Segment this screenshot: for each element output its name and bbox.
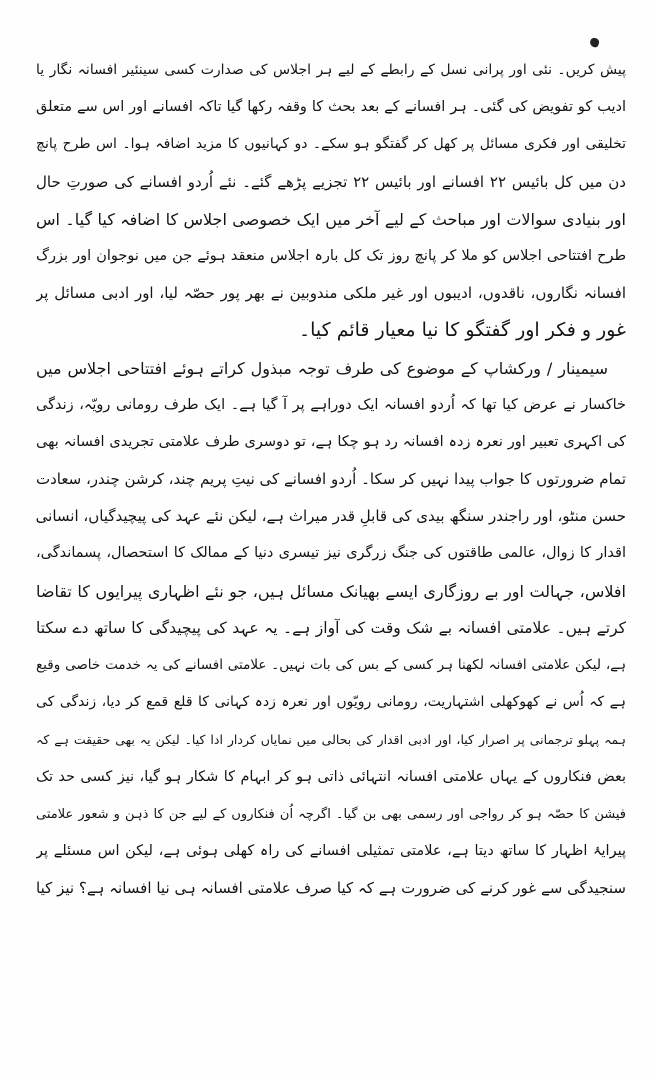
body-text	[36, 52, 626, 1062]
paragraph-start-line: سیمینار / ورکشاپ کے موضوع کی طرف توجہ مبذول کراتے ہوئے افتتاحی اجلاس میں	[36, 358, 608, 378]
ink-mark	[589, 37, 601, 49]
text-line: دن میں کل بائیس ۲۲ افسانے اور بائیس ۲۲ تجزیے پڑھے گئے۔ نئے اُردو افسانے کی صورتِ حال	[36, 172, 626, 191]
text-line: ہے کہ اُس نے کھوکھلی اشتہاریت، رومانی رویّوں اور نعرہ زدہ کہانی کا قلع قمع کر دیا، زندگی کی	[36, 694, 626, 711]
text-line: بعض فنکاروں کے یہاں علامتی افسانہ انتہائی ذاتی ہو کر ابہام کا شکار ہو گیا، نیز کسی حد تک	[36, 768, 626, 785]
text-line: پیش کریں۔ نئی اور پرانی نسل کے رابطے کے لیے ہر اجلاس کی صدارت کسی سینئیر افسانہ نگار یا	[36, 62, 626, 78]
text-line: تمام ضرورتوں کا جواب پیدا نہیں کر سکا۔ اُردو افسانے کی نیتِ پریم چند، کرشن چندر، سعادت	[36, 470, 626, 489]
text-line: پیرایۂ اظہار کا ساتھ دیتا ہے، علامتی تمثیلی افسانے کی راہ کھلی ہوئی ہے، لیکن اس مسئلے پر	[36, 842, 626, 859]
text-line: کرتے ہیں۔ علامتی افسانہ بے شک وقت کی آواز ہے۔ یہ عہد کی پیچیدگی کا ساتھ دے سکتا	[36, 618, 626, 637]
text-line: ہمہ پہلو ترجمانی پر اصرار کیا، اور ادبی اقدار کی بحالی میں نمایاں کردار ادا کیا۔ لیکن یہ بھی حقیقت ہے کہ	[36, 732, 626, 748]
text-line: ادیب کو تفویض کی گئی۔ ہر افسانے کے بعد بحث کا وقفہ رکھا گیا تاکہ افسانے اور اس سے متعلق	[36, 99, 626, 116]
text-line: کی اکہری تعبیر اور نعرہ زدہ افسانہ رد ہو چکا ہے، تو دوسری طرف علامتی تجریدی افسانہ بھی	[36, 433, 626, 450]
paragraph-end-line: غور و فکر اور گفتگو کا نیا معیار قائم کیا۔	[298, 319, 626, 342]
text-line: اقدار کا زوال، عالمی طاقتوں کی جنگ زرگری نیز تیسری دنیا کے ممالک کا استحصال، پسماندگی،	[36, 545, 626, 562]
text-line: اور بنیادی سوالات اور مباحث کے لیے آخر میں ایک خصوصی اجلاس کا اضافہ کیا گیا۔ اس	[36, 209, 626, 229]
text-line: ہے، لیکن علامتی افسانہ لکھنا ہر کسی کے بس کی بات نہیں۔ علامتی افسانے کی یہ خدمت خاصی وقیع	[36, 657, 626, 673]
text-line: تخلیقی اور فکری مسائل پر کھل کر گفتگو ہو سکے۔ دو کہانیوں کا مزید اضافہ ہوا۔ اس طرح پانچ	[36, 136, 626, 153]
text-line: طرح افتتاحی اجلاس کو ملا کر پانچ روز تک کل بارہ اجلاس منعقد ہوئے جن میں نوجوان اور بزرگ	[36, 247, 626, 264]
text-line: فیشن کا حصّہ ہو کر رواجی اور رسمی بھی بن گیا۔ اگرچہ اُن فنکاروں کے لیے جن کا ذہن و شعور علامتی	[36, 806, 626, 822]
text-line: خاکسار نے عرض کیا تھا کہ اُردو افسانہ ایک دوراہے پر آ گیا ہے۔ ایک طرف رومانی رویّہ، زندگی	[36, 396, 626, 413]
text-line: حسن منٹو، اور راجندر سنگھ بیدی کی قابلِ قدر میراث ہے، لیکن نئے عہد کی پیچیدگیاں، انسانی	[36, 507, 626, 526]
text-line: سنجیدگی سے غور کرنے کی ضرورت ہے کہ کیا صرف علامتی افسانہ ہی نیا افسانہ ہے؟ نیز کیا	[36, 879, 626, 898]
text-line: افسانہ نگاروں، ناقدوں، ادیبوں اور غیر ملکی مندوبین نے بھر پور حصّہ لیا، اور ادبی مسائل پر	[36, 284, 626, 303]
text-line: افلاس، جہالت اور بے روزگاری ایسے بھیانک مسائل ہیں، جو نئے اظہاری پیرایوں کا تقاضا	[36, 581, 626, 601]
